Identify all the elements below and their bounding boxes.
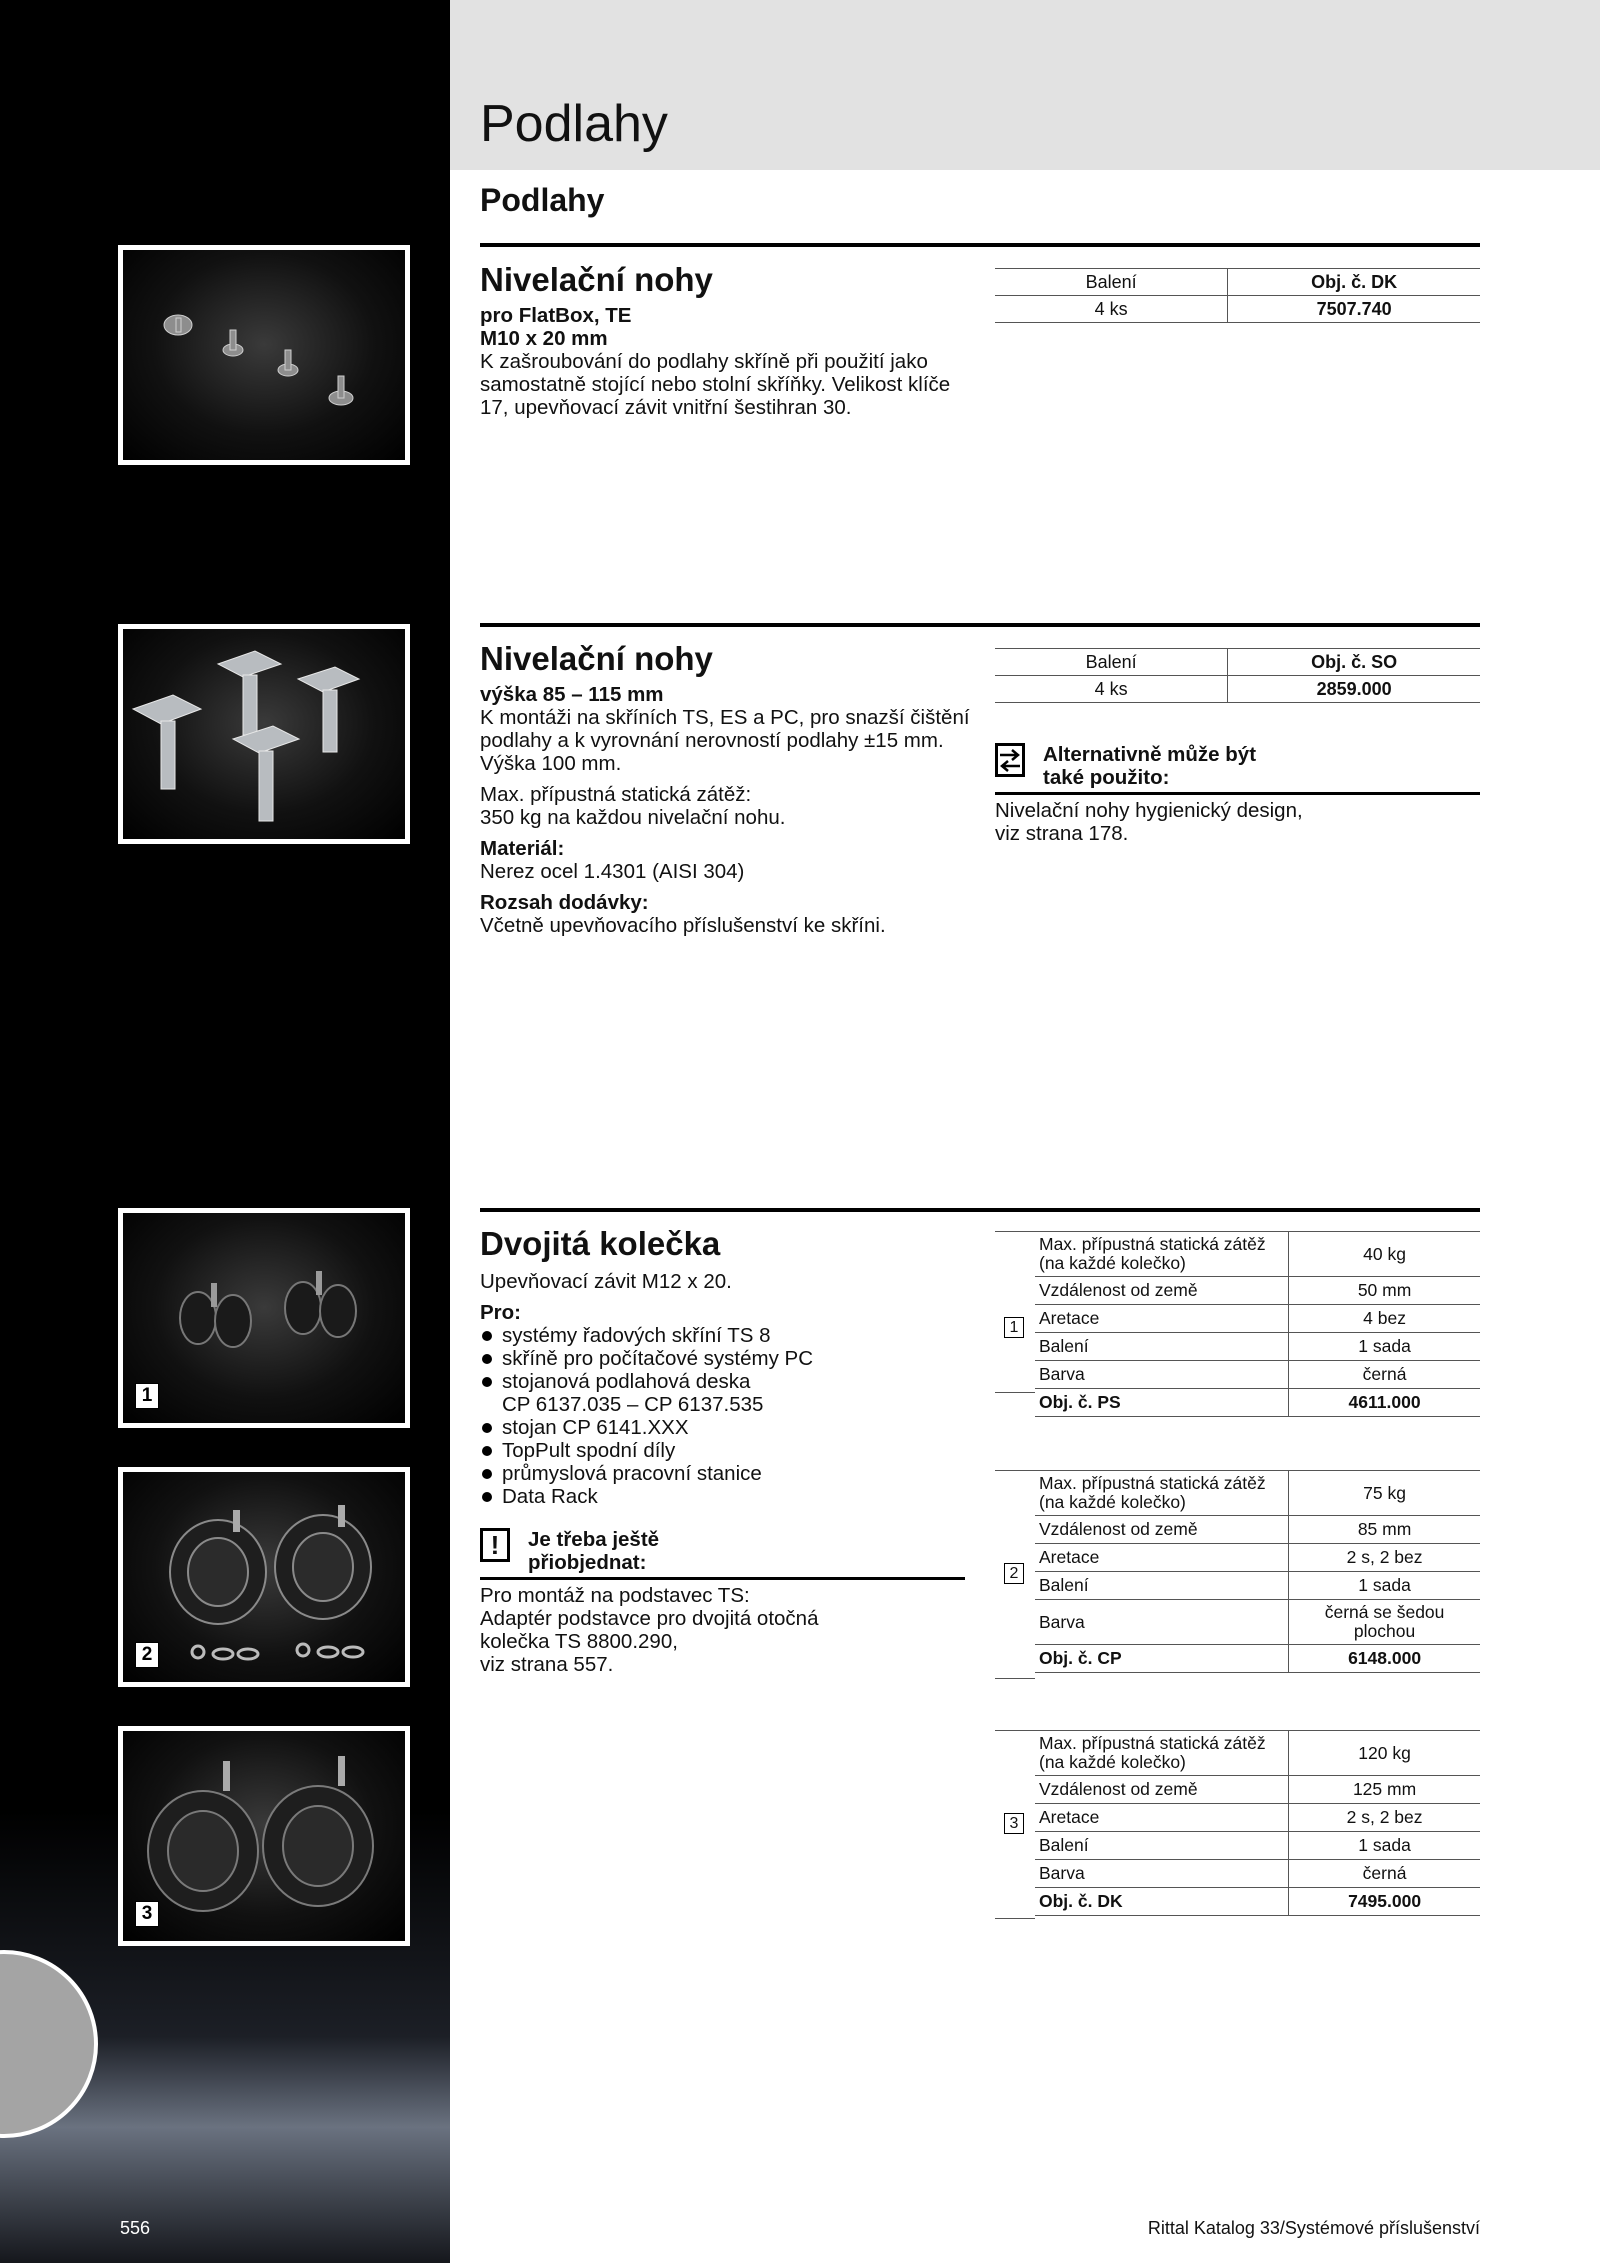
table-row (1035, 1471, 1480, 1516)
product-subtitle: M10 x 20 mm (480, 327, 608, 351)
product-rule (480, 623, 1480, 627)
table-row (1035, 1305, 1480, 1333)
page-title: Podlahy (480, 95, 668, 153)
table-row (1035, 1731, 1480, 1776)
page-number: 556 (120, 2218, 151, 2238)
spec-key: Vzdálenost od země (1035, 1776, 1289, 1804)
spec-value: 1 sada (1289, 1333, 1480, 1361)
order-also-note (480, 1528, 965, 1676)
product-title: Nivelační nohy (480, 261, 713, 298)
spec-value: 2 s, 2 bez (1289, 1804, 1480, 1832)
order-note-text: Pro montáž na podstavec TS: (480, 1584, 750, 1607)
spec-key: Vzdálenost od země (1035, 1516, 1289, 1544)
table-row (1035, 1333, 1480, 1361)
product-photo-caster-3 (118, 1726, 410, 1946)
list-item: průmyslová pracovní stanice (480, 1462, 970, 1485)
alternative-text: Nivelační nohy hygienický design, (995, 799, 1303, 822)
swap-arrows-icon (995, 743, 1025, 777)
table-row (1035, 1600, 1480, 1645)
product-description-text: K montáži na skříních TS, ES a PC, pro snazší čištění podlahy a k vyrovnání nerovností podlahy ±15 mm. Výška 100 mm. (480, 706, 970, 776)
col-header-order: Obj. č. DK (1228, 269, 1480, 296)
pack-value: 4 ks (995, 676, 1228, 703)
scope-label: Rozsah dodávky: (480, 891, 649, 915)
table-row (1035, 1389, 1480, 1417)
product-title: Dvojitá kolečka (480, 1225, 721, 1262)
spec-key: Balení (1035, 1572, 1289, 1600)
order-table-1 (995, 268, 1480, 323)
product-rule (480, 1208, 1480, 1212)
table-row (995, 296, 1480, 323)
product-subtitle: výška 85 – 115 mm (480, 683, 664, 707)
col-header-pack: Balení (995, 649, 1228, 676)
table-row (1035, 1544, 1480, 1572)
spec-key: Aretace (1035, 1544, 1289, 1572)
list-item-text: stojanová podlahová deska (502, 1370, 751, 1394)
order-label: Obj. č. DK (1035, 1888, 1289, 1916)
order-number: 6148.000 (1289, 1645, 1480, 1673)
col-header-order: Obj. č. SO (1228, 649, 1480, 676)
spec-value: 1 sada (1289, 1832, 1480, 1860)
spec-key: Max. přípustná statická zátěž (na každé kolečko) (1035, 1232, 1289, 1277)
section-title: Podlahy (480, 182, 605, 218)
variant-number-badge: 3 (1004, 1813, 1024, 1834)
list-item: systémy řadových skříní TS 8 (480, 1324, 970, 1347)
spec-value: 120 kg (1289, 1731, 1480, 1776)
material-value: Nerez ocel 1.4301 (AISI 304) (480, 860, 745, 884)
alternative-label: Alternativně může být (1043, 743, 1257, 766)
footer-catalog-title: Rittal Katalog 33/Systémové příslušenství (1147, 2218, 1480, 2238)
pack-value: 4 ks (995, 296, 1228, 323)
product-3-description (480, 1226, 970, 1508)
order-note-text: Adaptér podstavce pro dvojitá otočná (480, 1607, 819, 1630)
spec-table-1 (1035, 1231, 1480, 1417)
spec-value: 4 bez (1289, 1305, 1480, 1333)
alternative-note (995, 743, 1480, 845)
list-item: stojan CP 6141.XXX (480, 1416, 970, 1439)
table-row (1035, 1776, 1480, 1804)
order-number: 2859.000 (1228, 676, 1480, 703)
order-note-page-link[interactable]: viz strana 557. (480, 1653, 614, 1676)
product-photo-leveling-feet-small (118, 245, 410, 465)
spec-key: Barva (1035, 1860, 1289, 1888)
spec-value: černá se šedou plochou (1289, 1600, 1480, 1645)
spec-key: Aretace (1035, 1804, 1289, 1832)
alternative-page-link[interactable]: viz strana 178. (995, 822, 1129, 845)
order-number: 7507.740 (1228, 296, 1480, 323)
spec-value: 85 mm (1289, 1516, 1480, 1544)
variant-number-badge: 3 (135, 1901, 159, 1927)
order-table-2 (995, 648, 1480, 703)
spec-frame (995, 1231, 1035, 1393)
exclamation-icon: ! (480, 1528, 510, 1562)
spec-key: Barva (1035, 1361, 1289, 1389)
product-photo-caster-2 (118, 1467, 410, 1687)
col-header-pack: Balení (995, 269, 1228, 296)
list-item: Data Rack (480, 1485, 970, 1508)
thread-spec: Upevňovací závit M12 x 20. (480, 1270, 732, 1294)
spec-value: 75 kg (1289, 1471, 1480, 1516)
spec-key: Barva (1035, 1600, 1289, 1645)
table-row (1035, 1804, 1480, 1832)
leveling-feet-tall-icon (123, 629, 405, 839)
spec-value: 2 s, 2 bez (1289, 1544, 1480, 1572)
load-label: Max. přípustná statická zátěž: (480, 783, 752, 807)
caster-medium-icon (123, 1472, 405, 1682)
table-row (1035, 1832, 1480, 1860)
table-row (1035, 1888, 1480, 1916)
order-label: Obj. č. CP (1035, 1645, 1289, 1673)
spec-key: Balení (1035, 1832, 1289, 1860)
table-row (1035, 1232, 1480, 1277)
spec-value: 125 mm (1289, 1776, 1480, 1804)
product-photo-leveling-feet-tall (118, 624, 410, 844)
table-row (1035, 1645, 1480, 1673)
spec-key: Balení (1035, 1333, 1289, 1361)
order-note-text: kolečka TS 8800.290, (480, 1630, 678, 1653)
spec-value: černá (1289, 1361, 1480, 1389)
table-row (1035, 1361, 1480, 1389)
order-label: Obj. č. PS (1035, 1389, 1289, 1417)
pro-label: Pro: (480, 1301, 521, 1325)
table-row (1035, 1516, 1480, 1544)
product-subtitle: pro FlatBox, TE (480, 304, 632, 328)
spec-value: 1 sada (1289, 1572, 1480, 1600)
spec-table-3 (1035, 1730, 1480, 1916)
order-note-label: přiobjednat: (528, 1551, 647, 1574)
caster-small-icon (123, 1213, 405, 1423)
order-number: 7495.000 (1289, 1888, 1480, 1916)
spec-table-2 (1035, 1470, 1480, 1673)
spec-key: Aretace (1035, 1305, 1289, 1333)
spec-key: Max. přípustná statická zátěž (na každé kolečko) (1035, 1471, 1289, 1516)
table-row (1035, 1572, 1480, 1600)
product-1-description (480, 262, 970, 419)
load-value: 350 kg na každou nivelační nohu. (480, 806, 786, 830)
product-title: Nivelační nohy (480, 640, 713, 677)
scope-value: Včetně upevňovacího příslušenství ke skříni. (480, 914, 886, 938)
variant-number-badge: 2 (1004, 1563, 1024, 1584)
leveling-feet-small-icon (123, 250, 405, 460)
list-item (480, 1370, 970, 1416)
product-photo-caster-1 (118, 1208, 410, 1428)
spec-key: Max. přípustná statická zátěž (na každé kolečko) (1035, 1731, 1289, 1776)
spec-value: 50 mm (1289, 1277, 1480, 1305)
variant-number-badge: 2 (135, 1642, 159, 1668)
usage-list (480, 1324, 970, 1508)
order-note-label: Je třeba ještě (528, 1528, 660, 1551)
list-item: skříně pro počítačové systémy PC (480, 1347, 970, 1370)
variant-number-badge: 1 (135, 1383, 159, 1409)
variant-number-badge: 1 (1004, 1317, 1024, 1338)
table-row (1035, 1277, 1480, 1305)
caster-large-icon (123, 1731, 405, 1941)
spec-value: černá (1289, 1860, 1480, 1888)
table-row (995, 676, 1480, 703)
product-2-description (480, 641, 970, 937)
list-item: TopPult spodní díly (480, 1439, 970, 1462)
order-number: 4611.000 (1289, 1389, 1480, 1417)
product-description-text: K zašroubování do podlahy skříně při použití jako samostatně stojící nebo stolní skříňky. Velikost klíče 17, upevňovací závit vnitřní šestihran 30. (480, 350, 951, 420)
spec-value: 40 kg (1289, 1232, 1480, 1277)
product-rule (480, 243, 1480, 247)
table-row (1035, 1860, 1480, 1888)
alternative-label: také použito: (1043, 766, 1170, 789)
spec-key: Vzdálenost od země (1035, 1277, 1289, 1305)
material-label: Materiál: (480, 837, 565, 861)
list-item-text: CP 6137.035 – CP 6137.535 (502, 1393, 764, 1417)
